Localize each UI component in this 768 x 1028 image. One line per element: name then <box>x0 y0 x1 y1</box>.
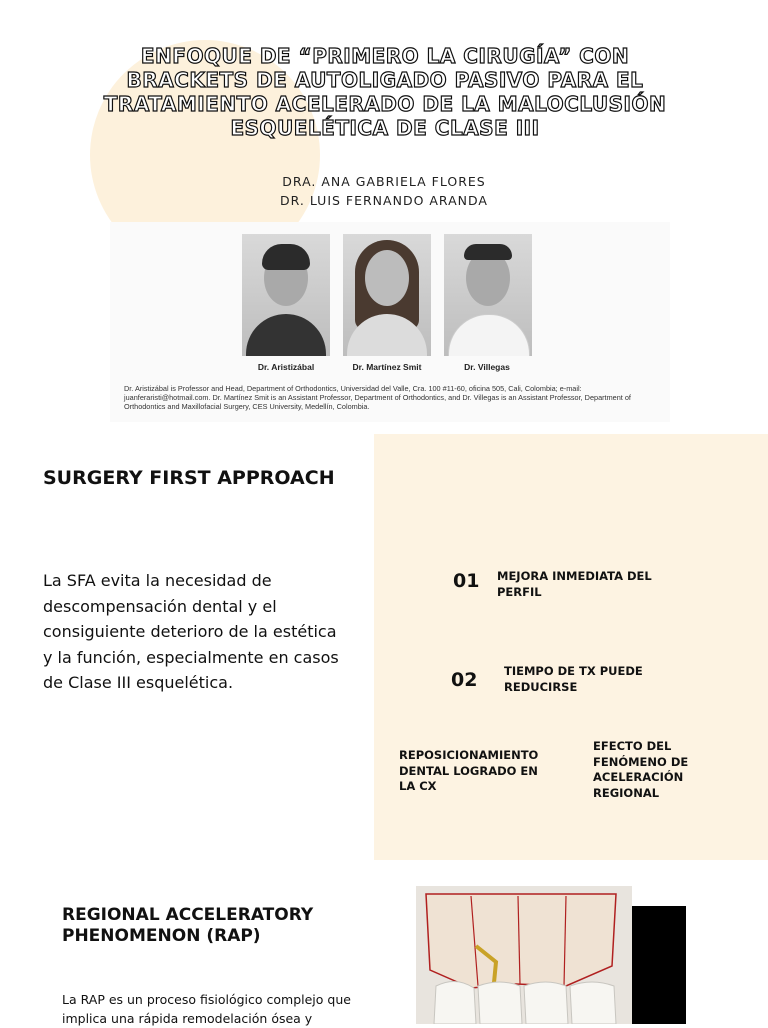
portrait-villegas <box>444 234 532 356</box>
decorative-black-block <box>632 906 686 1024</box>
rap-description: La RAP es un proceso fisiológico complejo que implica una rápida remodelación ósea y <box>62 992 351 1026</box>
portrait-aristizabal <box>242 234 330 356</box>
caption-aristizabal: Dr. Aristizábal <box>257 362 315 372</box>
tooth-drawing <box>416 886 632 1024</box>
sfa-heading: SURGERY FIRST APPROACH <box>43 467 335 489</box>
sfa-description: La SFA evita la necesidad de descompensación dental y el consiguiente deterioro de la estética y la función, especialmente en casos de Clase III esquelética. <box>43 571 339 692</box>
portrait-martinez-smit <box>343 234 431 356</box>
benefit-number-02: 02 <box>451 669 478 691</box>
page-title: ENFOQUE DE “PRIMERO LA CIRUGÍA” CON BRACKETS DE AUTOLIGADO PASIVO PARA EL TRATAMIENTO ACELERADO DE LA MALOCLUSIÓN ESQUELÉTICA DE CLASE III <box>103 44 667 140</box>
caption-martinez-smit: Dr. Martínez Smit <box>352 362 422 372</box>
author-2: DR. LUIS FERNANDO ARANDA <box>280 193 488 208</box>
author-1: DRA. ANA GABRIELA FLORES <box>282 174 486 189</box>
benefit-rap-effect: EFECTO DEL FENÓMENO DE ACELERACIÓN REGIONAL <box>593 739 689 800</box>
benefit-number-01: 01 <box>453 570 480 592</box>
caption-villegas: Dr. Villegas <box>464 362 510 372</box>
rap-heading: REGIONAL ACCELERATORY PHENOMENON (RAP) <box>62 905 314 946</box>
tooth-illustration <box>416 886 632 1024</box>
authors-photo-figure <box>110 222 670 422</box>
benefit-text-01: MEJORA INMEDIATA DEL PERFIL <box>497 569 652 599</box>
benefit-dental-repositioning: REPOSICIONAMIENTO DENTAL LOGRADO EN LA CX <box>399 748 539 793</box>
benefit-text-02: TIEMPO DE TX PUEDE REDUCIRSE <box>504 664 643 694</box>
affiliations-footnote: Dr. Aristizábal is Professor and Head, Department of Orthodontics, Universidad del Valle, Cra. 100 #11-60, oficina 505, Cali, Colombia; e-mail: juanferaristi@hotmail.com. Dr. Martínez Smit is an Assistant Professor, Department of Orthodontics, and Dr. Villegas is an Assistant Professor, Department of Orthodontics and Maxillofacial Surgery, CES University, Medellín, Colombia. <box>124 384 631 411</box>
